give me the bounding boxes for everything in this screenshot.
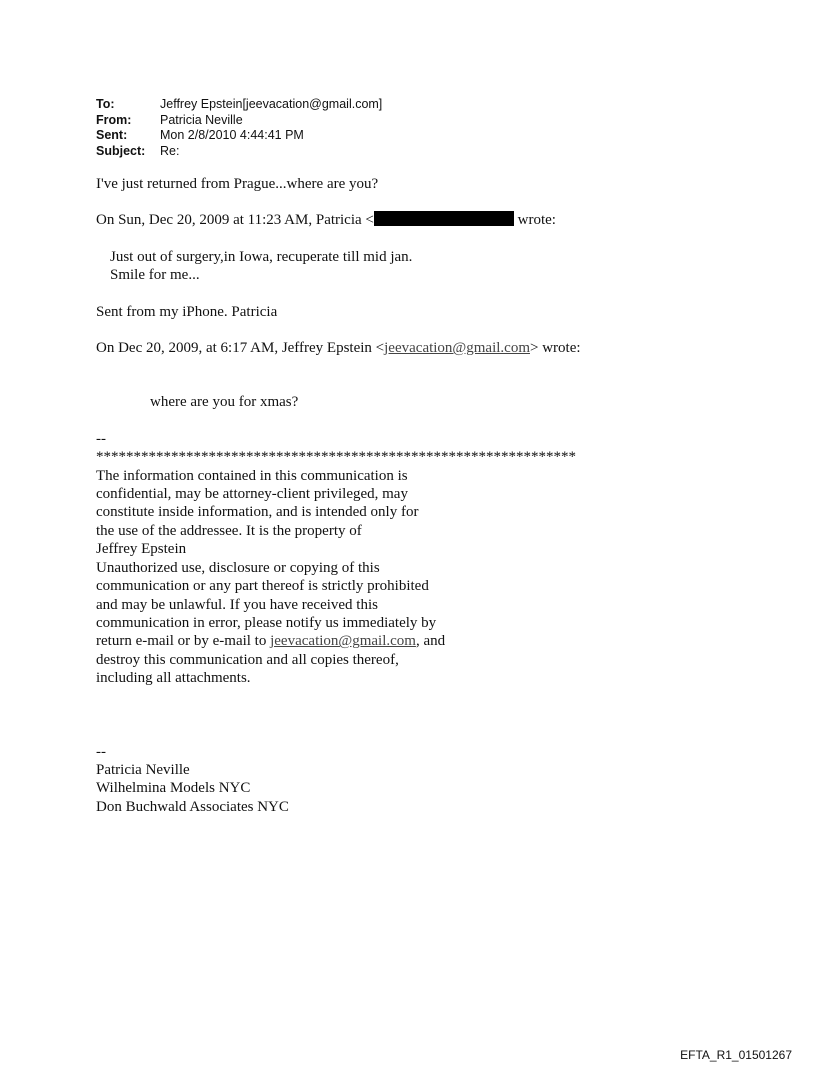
disclaimer-line: communication or any part thereof is strictly prohibited xyxy=(96,578,429,595)
from-value: Patricia Neville xyxy=(160,112,243,127)
signature-line: Don Buchwald Associates NYC xyxy=(96,798,289,815)
to-label: To: xyxy=(96,97,115,111)
disclaimer-line: destroy this communication and all copies thereof, xyxy=(96,651,399,668)
disclaimer-line: communication in error, please notify us immediately by xyxy=(96,614,437,631)
quote2-post: > wrote: xyxy=(529,340,581,357)
quote2-pre: On Dec 20, 2009, at 6:17 AM, Jeffrey Epstein < xyxy=(96,340,385,357)
quote-header-2 xyxy=(96,339,716,357)
quote1-pre: On Sun, Dec 20, 2009 at 11:23 AM, Patricia < xyxy=(96,212,374,229)
signature-dashes: -- xyxy=(96,743,106,760)
sent-row xyxy=(96,128,382,144)
iphone-signature: Sent from my iPhone. Patricia xyxy=(96,303,278,320)
email-header xyxy=(96,97,382,159)
quoted-line: Smile for me... xyxy=(110,267,200,284)
email-link[interactable]: jeevacation@gmail.com xyxy=(384,340,530,357)
quoted-line: Just out of surgery,in Iowa, recuperate till mid jan. xyxy=(110,248,413,265)
email-body xyxy=(96,175,716,816)
disclaimer-line: and may be unlawful. If you have received this xyxy=(96,596,378,613)
disc10-post: , and xyxy=(415,633,446,650)
to-row xyxy=(96,97,382,113)
subject-value: Re: xyxy=(160,143,180,158)
sent-value: Mon 2/8/2010 4:44:41 PM xyxy=(160,128,304,142)
disclaimer-line: The information contained in this communication is xyxy=(96,467,408,484)
disclaimer-line: including all attachments. xyxy=(96,670,251,687)
disclaimer-line: constitute inside information, and is intended only for xyxy=(96,504,419,521)
to-value: Jeffrey Epstein[jeevacation@gmail.com] xyxy=(160,97,383,111)
signature-line: Wilhelmina Models NYC xyxy=(96,780,251,797)
from-row xyxy=(96,113,382,129)
document-id: EFTA_R1_01501267 xyxy=(680,1048,792,1062)
quoted-line: where are you for xmas? xyxy=(150,394,299,411)
subject-label: Subject: xyxy=(96,143,146,158)
sent-label: Sent: xyxy=(96,128,128,142)
disclaimer-line: confidential, may be attorney-client privileged, may xyxy=(96,486,408,503)
disclaimer-line: Jeffrey Epstein xyxy=(96,541,187,558)
signature-line: Patricia Neville xyxy=(96,761,190,778)
separator-stars: **************************************************************** xyxy=(96,449,576,466)
disc10-pre: return e-mail or by e-mail to xyxy=(96,633,271,650)
disclaimer-line xyxy=(96,632,716,650)
disclaimer-line: the use of the addressee. It is the property of xyxy=(96,522,362,539)
from-label: From: xyxy=(96,112,132,127)
quote-header-1 xyxy=(96,211,716,229)
email-link[interactable]: jeevacation@gmail.com xyxy=(270,633,416,650)
quote1-post: wrote: xyxy=(513,212,556,229)
separator-dashes: -- xyxy=(96,430,106,447)
redaction-bar xyxy=(374,211,514,226)
body-line: I've just returned from Prague...where are you? xyxy=(96,176,379,192)
disclaimer-line: Unauthorized use, disclosure or copying of this xyxy=(96,559,380,576)
subject-row xyxy=(96,144,382,160)
